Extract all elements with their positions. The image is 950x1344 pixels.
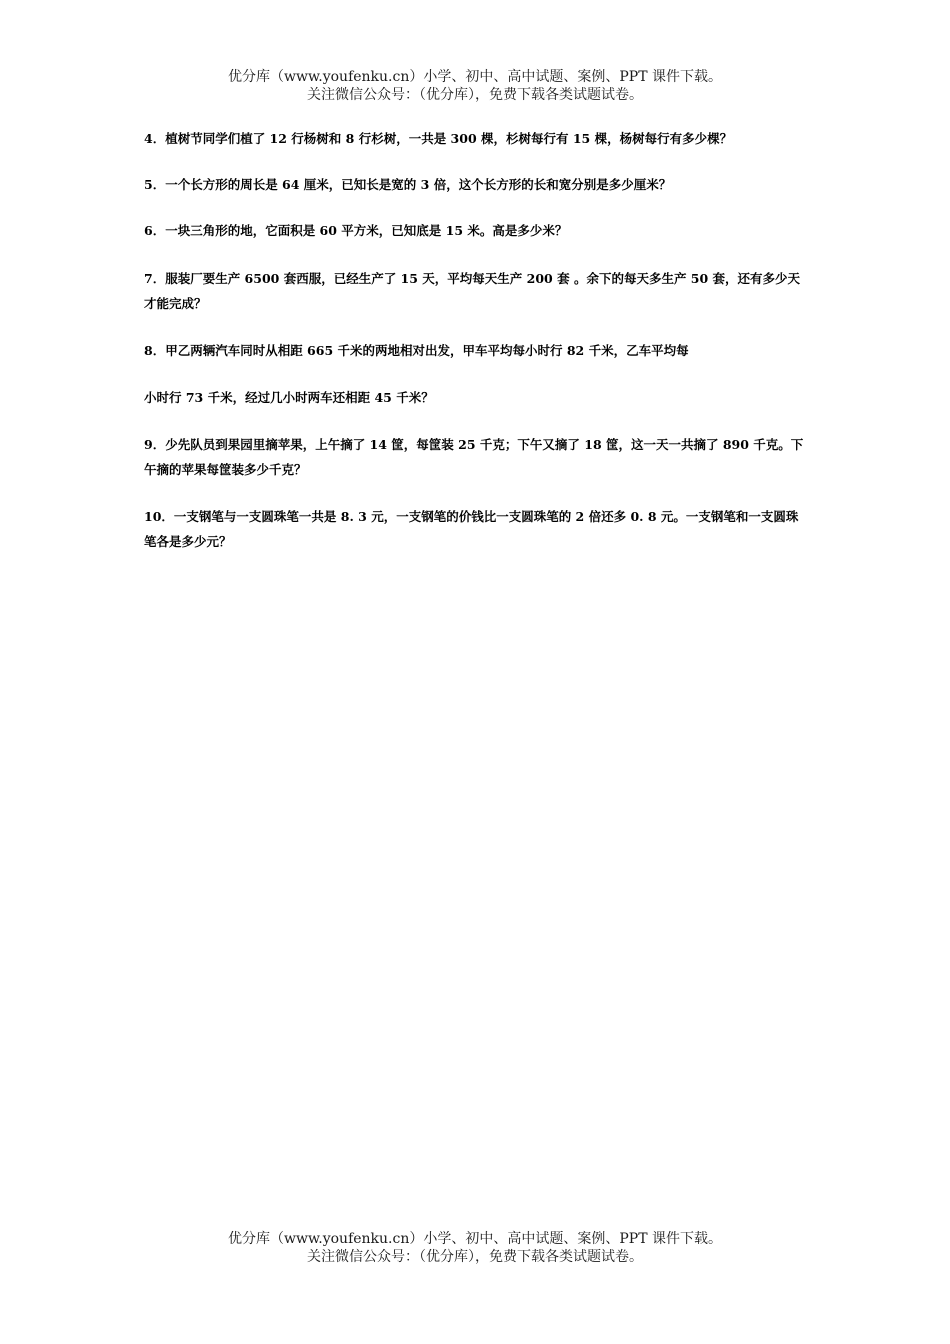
question-5: 5．一个长方形的周长是 64 厘米，已知长是宽的 3 倍，这个长方形的长和宽分别是多少厘米？ xyxy=(144,177,672,192)
page-footer xyxy=(0,1230,950,1266)
question-10: 10．一支钢笔与一支圆珠笔一共是 8. 3 元，一支钢笔的价钱比一支圆珠笔的 2 倍还多 0. 8 元。一支钢笔和一支圆珠笔各是多少元？ xyxy=(144,509,799,549)
question-8-part-1: 8．甲乙两辆汽车同时从相距 665 千米的两地相对出发，甲车平均每小时行 82 千米，乙车平均每 xyxy=(144,343,689,358)
header-line-2: 关注微信公众号：（优分库），免费下载各类试题试卷。 xyxy=(307,87,643,103)
header-line-1: 优分库（www.youfenku.cn）小学、初中、高中试题、案例、PPT 课件下载。 xyxy=(227,69,722,85)
question-9: 9．少先队员到果园里摘苹果，上午摘了 14 筐，每筐装 25 千克；下午又摘了 18 筐，这一天一共摘了 890 千克。下午摘的苹果每筐装多少千克？ xyxy=(144,437,804,477)
question-4: 4．植树节同学们植了 12 行杨树和 8 行杉树，一共是 300 棵，杉树每行有 15 棵，杨树每行有多少棵？ xyxy=(144,131,733,146)
question-7: 7．服装厂要生产 6500 套西服，已经生产了 15 天，平均每天生产 200 套 。余下的每天多生产 50 套，还有多少天才能完成？ xyxy=(144,271,801,311)
page-header xyxy=(0,68,950,104)
footer-line-2: 关注微信公众号：（优分库），免费下载各类试题试卷。 xyxy=(307,1249,643,1265)
question-8-part-2: 小时行 73 千米，经过几小时两车还相距 45 千米？ xyxy=(144,390,434,405)
question-6: 6．一块三角形的地，它面积是 60 平方米，已知底是 15 米。高是多少米？ xyxy=(144,223,568,238)
footer-line-1: 优分库（www.youfenku.cn）小学、初中、高中试题、案例、PPT 课件下载。 xyxy=(227,1231,722,1247)
